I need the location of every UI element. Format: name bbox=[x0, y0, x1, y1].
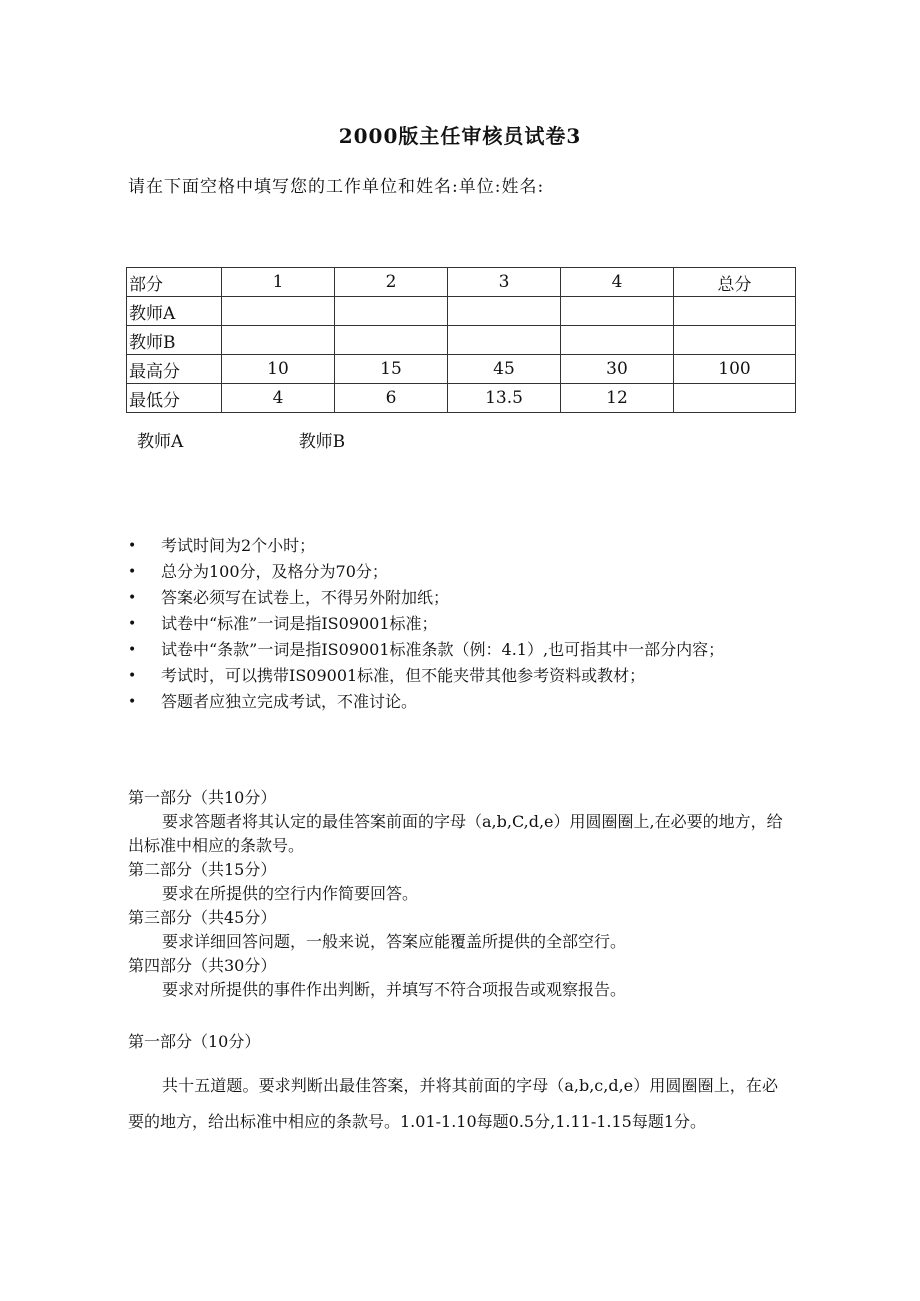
section-heading: 第四部分（共30分） bbox=[128, 956, 277, 975]
table-cell: 13.5 bbox=[448, 384, 561, 413]
table-cell: 6 bbox=[335, 384, 448, 413]
table-cell: 1 bbox=[222, 268, 335, 297]
table-cell: 部分 bbox=[127, 268, 222, 297]
instruction-line: 请在下面空格中填写您的工作单位和姓名:单位:姓名: bbox=[128, 177, 545, 197]
score-input-cell[interactable] bbox=[448, 297, 561, 326]
score-input-cell[interactable] bbox=[335, 297, 448, 326]
score-input-cell[interactable] bbox=[222, 326, 335, 355]
bullet-icon: • bbox=[128, 538, 137, 554]
part-one-intro bbox=[128, 1030, 778, 1140]
table-cell: 总分 bbox=[674, 268, 796, 297]
table-cell: 12 bbox=[561, 384, 674, 413]
table-cell: 4 bbox=[561, 268, 674, 297]
bullet-icon: • bbox=[128, 694, 137, 710]
table-cell: 15 bbox=[335, 355, 448, 384]
rule-text: 答题者应独立完成考试，不准讨论。 bbox=[161, 692, 418, 711]
bullet-icon: • bbox=[128, 564, 137, 580]
score-input-cell[interactable] bbox=[674, 326, 796, 355]
section-description: 要求在所提供的空行内作简要回答。 bbox=[162, 884, 419, 903]
list-item bbox=[128, 689, 788, 715]
rule-text: 总分为100分，及格分为70分； bbox=[161, 562, 388, 581]
list-item bbox=[128, 559, 788, 585]
rule-text: 考试时间为2个小时； bbox=[161, 536, 316, 555]
rule-text: 答案必须写在试卷上，不得另外附加纸； bbox=[161, 588, 450, 607]
table-cell: 4 bbox=[222, 384, 335, 413]
score-input-cell[interactable] bbox=[561, 297, 674, 326]
score-input-cell[interactable] bbox=[674, 384, 796, 413]
table-cell: 2 bbox=[335, 268, 448, 297]
score-input-cell[interactable] bbox=[674, 297, 796, 326]
table-header-row bbox=[127, 268, 796, 297]
bullet-icon: • bbox=[128, 668, 137, 684]
rule-text: 试卷中“标准”一词是指IS09001标准； bbox=[161, 614, 438, 633]
section-heading: 第三部分（共45分） bbox=[128, 908, 277, 927]
table-cell: 教师B bbox=[127, 326, 222, 355]
teacher-b-signature-label: 教师B bbox=[298, 432, 346, 452]
table-cell: 3 bbox=[448, 268, 561, 297]
score-input-cell[interactable] bbox=[222, 297, 335, 326]
rule-text: 试卷中“条款”一词是指IS09001标准条款（例：4.1）,也可指其中一部分内容； bbox=[161, 640, 725, 659]
table-cell: 最高分 bbox=[127, 355, 222, 384]
part-one-description: 共十五道题。要求判断出最佳答案，并将其前面的字母（a,b,c,d,e）用圆圈圈上，在必要的地方，给出标准中相应的条款号。1.01-1.10每题0.5分,1.11-1.15每题1分。 bbox=[128, 1076, 778, 1131]
list-item bbox=[128, 663, 788, 689]
part-one-heading: 第一部分（10分） bbox=[128, 1032, 261, 1051]
score-table bbox=[126, 267, 796, 413]
rule-text: 考试时，可以携带IS09001标准，但不能夹带其他参考资料或教材； bbox=[161, 666, 646, 685]
section-description: 要求详细回答问题，一般来说，答案应能覆盖所提供的全部空行。 bbox=[162, 932, 627, 951]
section-heading: 第二部分（共15分） bbox=[128, 860, 277, 879]
score-input-cell[interactable] bbox=[561, 326, 674, 355]
table-row bbox=[127, 297, 796, 326]
table-cell: 45 bbox=[448, 355, 561, 384]
list-item bbox=[128, 637, 788, 663]
score-input-cell[interactable] bbox=[448, 326, 561, 355]
table-cell: 30 bbox=[561, 355, 674, 384]
bullet-icon: • bbox=[128, 590, 137, 606]
list-item bbox=[128, 533, 788, 559]
signature-row bbox=[137, 427, 345, 452]
exam-rules-list bbox=[128, 533, 788, 715]
bullet-icon: • bbox=[128, 642, 137, 658]
bullet-icon: • bbox=[128, 616, 137, 632]
list-item bbox=[128, 585, 788, 611]
table-cell: 10 bbox=[222, 355, 335, 384]
section-description: 要求答题者将其认定的最佳答案前面的字母（a,b,C,d,e）用圆圈圈上,在必要的地方，给出标准中相应的条款号。 bbox=[128, 812, 783, 855]
section-description: 要求对所提供的事件作出判断，并填写不符合项报告或观察报告。 bbox=[162, 980, 627, 999]
table-row bbox=[127, 355, 796, 384]
table-cell: 100 bbox=[674, 355, 796, 384]
teacher-a-signature-label: 教师A bbox=[137, 432, 184, 452]
table-cell: 教师A bbox=[127, 297, 222, 326]
section-overview bbox=[128, 786, 788, 1002]
score-input-cell[interactable] bbox=[335, 326, 448, 355]
page-title: 2000版主任审核员试卷3 bbox=[338, 124, 582, 148]
table-row bbox=[127, 384, 796, 413]
table-cell: 最低分 bbox=[127, 384, 222, 413]
section-heading: 第一部分（共10分） bbox=[128, 788, 277, 807]
list-item bbox=[128, 611, 788, 637]
table-row bbox=[127, 326, 796, 355]
